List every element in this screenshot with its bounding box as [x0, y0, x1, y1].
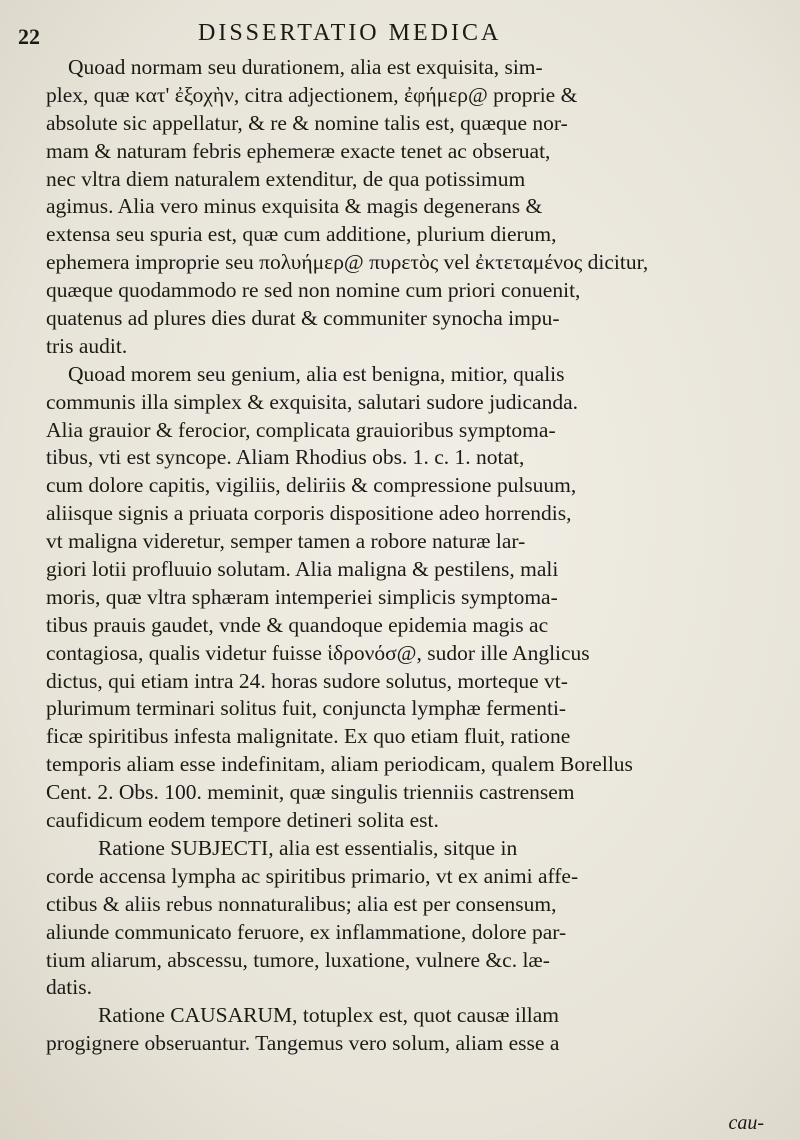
text-line: contagiosa, qualis videtur fuisse ἱδρονόσ@, sudor ille Anglicus: [46, 640, 590, 665]
text-line: communis illa simplex & exquisita, salutari sudore judicanda.: [46, 389, 579, 414]
page-header: [18, 20, 760, 52]
text-line: tibus, vti est syncope. Aliam Rhodius obs. 1. c. 1. notat,: [46, 445, 525, 470]
text-line: ficæ spiritibus infesta malignitate. Ex quo etiam fluit, ratione: [46, 724, 571, 749]
text-line: mam & naturam febris ephemeræ exacte tenet ac obseruat,: [46, 138, 551, 163]
page-number: 22: [18, 24, 40, 49]
text-line: vt maligna videretur, semper tamen a robore naturæ lar-: [46, 529, 526, 554]
text-line: Alia grauior & ferocior, complicata grauioribus symptoma-: [46, 417, 556, 442]
text-line: cum dolore capitis, vigiliis, deliriis & compressione pulsuum,: [46, 473, 577, 498]
text-line: moris, quæ vltra sphæram intemperiei simplicis symptoma-: [46, 584, 558, 609]
text-line: absolute sic appellatur, & re & nomine talis est, quæque nor-: [46, 110, 568, 135]
text-line: plurimum terminari solitus fuit, conjuncta lymphæ fermenti-: [46, 696, 567, 721]
text-line: Cent. 2. Obs. 100. meminit, quæ singulis trienniis castrensem: [46, 780, 575, 805]
text-line: plex, quæ κατ' ἐξοχὴν, citra adjectionem, ἐφήμερ@ proprie &: [46, 82, 578, 107]
text-line: progignere obseruantur. Tangemus vero solum, aliam esse a: [46, 1031, 560, 1056]
text-line: aliisque signis a priuata corporis dispositione adeo horrendis,: [46, 501, 572, 526]
text-line: ctibus & aliis rebus nonnaturalibus; alia est per consensum,: [46, 891, 557, 916]
text-line: quatenus ad plures dies durat & communiter synocha impu-: [46, 306, 560, 331]
text-line: giori lotii profluuio solutam. Alia maligna & pestilens, mali: [46, 557, 559, 582]
text-line: quæque quodammodo re sed non nomine cum priori conuenit,: [46, 278, 581, 303]
text-line: Ratione CAUSARUM, totuplex est, quot causæ illam: [98, 1003, 560, 1028]
text-line: temporis aliam esse indefinitam, aliam periodicam, qualem Borellus: [46, 752, 633, 777]
catchword: cau-: [728, 1112, 764, 1134]
text-line: datis.: [46, 975, 92, 1000]
text-line: corde accensa lympha ac spiritibus primario, vt ex animi affe-: [46, 863, 579, 888]
text-line: caufidicum eodem tempore detineri solita est.: [46, 808, 439, 833]
running-head: DISSERTATIO MEDICA: [198, 20, 502, 46]
text-line: Quoad morem seu genium, alia est benigna, mitior, qualis: [68, 361, 565, 386]
text-line: Quoad normam seu durationem, alia est exquisita, sim-: [68, 55, 543, 79]
body-text: [46, 54, 762, 1058]
text-line: ephemera improprie seu πολυήμερ@ πυρετὸς vel ἐκτεταμένος dicitur,: [46, 250, 649, 275]
text-line: Ratione SUBJECTI, alia est essentialis, sitque in: [98, 835, 518, 860]
text-line: tris audit.: [46, 333, 128, 358]
text-line: agimus. Alia vero minus exquisita & magis degenerans &: [46, 194, 543, 219]
text-line: tium aliarum, abscessu, tumore, luxatione, vulnere &c. læ-: [46, 947, 550, 972]
text-line: nec vltra diem naturalem extenditur, de qua potissimum: [46, 166, 526, 191]
text-line: dictus, qui etiam intra 24. horas sudore solutus, morteque vt-: [46, 668, 568, 693]
text-line: aliunde communicato feruore, ex inflammatione, dolore par-: [46, 919, 567, 944]
text-line: extensa seu spuria est, quæ cum additione, plurium dierum,: [46, 222, 557, 247]
text-line: tibus prauis gaudet, vnde & quandoque epidemia magis ac: [46, 612, 549, 637]
